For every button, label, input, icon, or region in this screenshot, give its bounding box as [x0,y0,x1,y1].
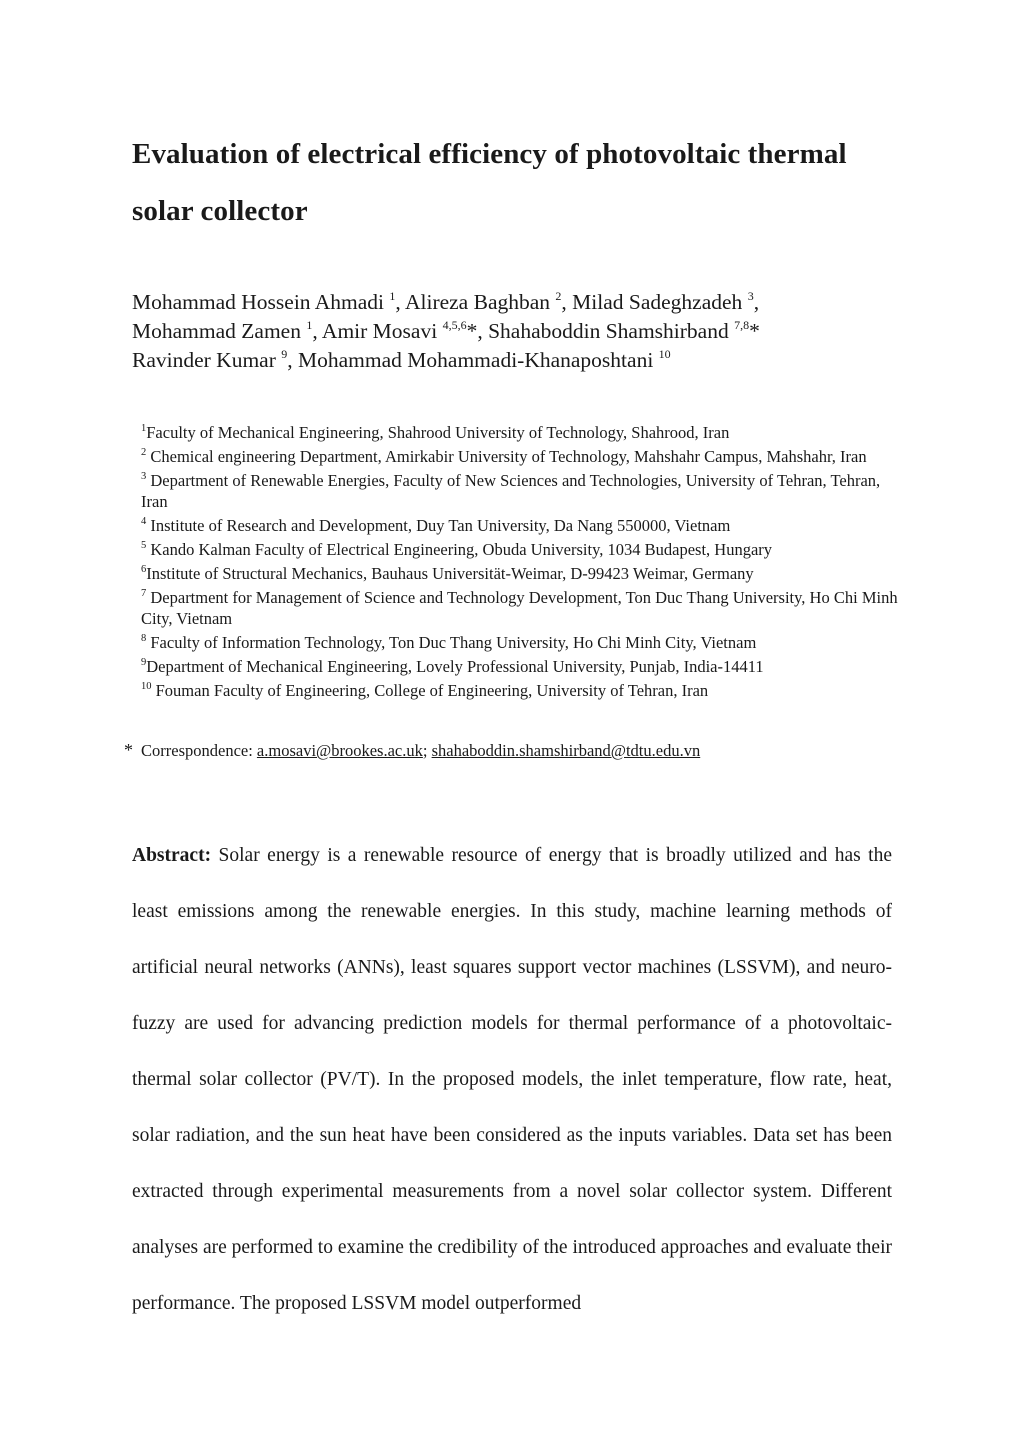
affiliation-number: 3 [141,471,147,482]
affiliation-number: 6 [141,564,147,575]
affiliation-number: 4 [141,516,147,527]
affiliation-5 [141,539,901,560]
affiliation-6 [141,563,901,584]
author-line-1 [132,288,912,317]
correspondence [124,740,904,761]
affiliation-list [141,422,901,704]
email-link-shamshirband[interactable]: shahaboddin.shamshirband@tdtu.edu.vn [431,741,701,760]
author-name: Mohammad Hossein Ahmadi [132,290,390,314]
email-link-mosavi[interactable]: a.mosavi@brookes.ac.uk [256,741,423,760]
author-separator: , [561,290,573,314]
author-separator: * [749,319,760,343]
author-affiliation-mark: 10 [658,347,671,361]
affiliation-number: 7 [141,588,147,599]
affiliation-text: Institute of Research and Development, Duy Tan University, Da Nang 550000, Vietnam [146,516,731,535]
asterisk-mark: * [124,740,133,760]
title-line-1: Evaluation of electrical efficiency of photovoltaic thermal [132,138,847,170]
affiliation-text: Kando Kalman Faculty of Electrical Engineering, Obuda University, 1034 Budapest, Hungary [146,540,773,559]
author-separator: *, [466,319,489,343]
affiliation-number: 2 [141,447,147,458]
author-list [132,288,912,375]
author-separator: , [395,290,405,314]
affiliation-text: Department of Renewable Energies, Faculty of New Sciences and Technologies, University of Tehran, Tehran, Iran [141,471,881,511]
affiliation-9 [141,656,901,677]
author-separator: , [287,348,299,372]
author-name: Shahaboddin Shamshirband [488,319,735,343]
affiliation-3 [141,470,901,512]
author-line-3 [132,346,912,375]
author-affiliation-mark: 7,8 [734,318,750,332]
author-name: Milad Sadeghzadeh [572,290,748,314]
affiliation-text: Department for Management of Science and Technology Development, Ton Duc Thang University, Ho Chi Minh City, Vietnam [141,588,898,628]
author-name: Mohammad Mohammadi-Khanaposhtani [298,348,659,372]
affiliation-8 [141,632,901,653]
abstract-text: Solar energy is a renewable resource of energy that is broadly utilized and has the least emissions among the renewable energies. In this study, machine learning methods of artificial neural networks (ANNs), least squares support vector machines (LSSVM), and neuro-fuzzy are used for advancing prediction models for thermal performance of a photovoltaic-thermal solar collector (PV/T). In the proposed models, the inlet temperature, flow rate, heat, solar radiation, and the sun heat have been considered as the inputs variables. Data set has been extracted through experimental measurements from a novel solar collector system. Different analyses are performed to examine the credibility of the introduced approaches and evaluate their performance. The proposed LSSVM model outperformed [132,845,892,1314]
affiliation-10 [141,680,901,701]
affiliation-4 [141,515,901,536]
abstract-label: Abstract: [132,845,212,866]
affiliation-text: Faculty of Mechanical Engineering, Shahrood University of Technology, Shahrood, Iran [146,423,730,442]
author-name: Ravinder Kumar [132,348,282,372]
affiliation-number: 10 [141,681,152,692]
author-affiliation-mark: 9 [281,347,288,361]
author-affiliation-mark: 1 [306,318,313,332]
author-separator: , [312,319,322,343]
author-affiliation-mark: 2 [555,289,562,303]
author-affiliation-mark: 1 [389,289,396,303]
author-name: Alireza Baghban [404,290,556,314]
author-name: Amir Mosavi [321,319,443,343]
affiliation-number: 5 [141,540,147,551]
author-name: Mohammad Zamen [132,319,307,343]
affiliation-text: Department of Mechanical Engineering, Lovely Professional University, Punjab, India-14411 [146,657,764,676]
correspondence-label: Correspondence: [141,741,257,760]
author-affiliation-mark: 4,5,6 [442,318,467,332]
affiliation-number: 1 [141,423,147,434]
title-line-2: solar collector [132,195,308,227]
affiliation-text: Chemical engineering Department, Amirkabir University of Technology, Mahshahr Campus, Mahshahr, Iran [146,447,867,466]
email-separator: ; [422,741,432,760]
author-separator: , [753,290,760,314]
affiliation-7 [141,587,901,629]
abstract-paragraph [132,828,892,1332]
affiliation-text: Faculty of Information Technology, Ton Duc Thang University, Ho Chi Minh City, Vietnam [146,633,757,652]
affiliation-text: Institute of Structural Mechanics, Bauhaus Universität-Weimar, D-99423 Weimar, Germany [146,564,754,583]
paper-title [132,126,912,240]
affiliation-number: 9 [141,657,147,668]
affiliation-text: Fouman Faculty of Engineering, College of Engineering, University of Tehran, Iran [151,681,709,700]
author-affiliation-mark: 3 [747,289,754,303]
affiliation-1 [141,422,901,443]
author-line-2 [132,317,912,346]
affiliation-number: 8 [141,633,147,644]
affiliation-2 [141,446,901,467]
